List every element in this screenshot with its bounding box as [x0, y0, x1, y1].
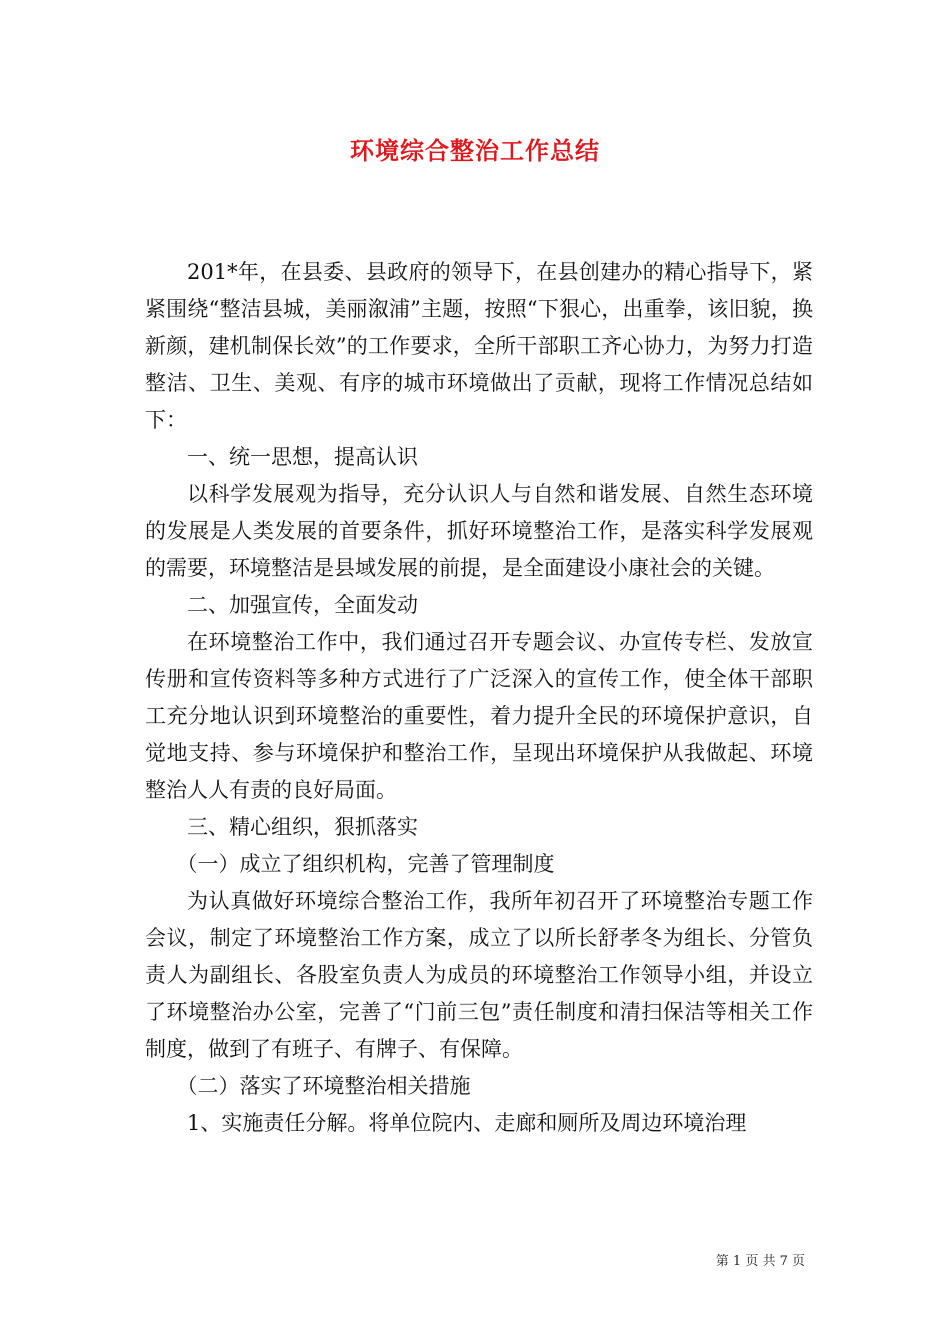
page-number-footer: 第 1 页 共 7 页 — [715, 1254, 805, 1269]
section-heading-3: 三、精心组织，狠抓落实 — [187, 815, 418, 839]
paragraph-section-1: 以科学发展观为指导，充分认识人与自然和谐发展、自然生态环境的发展是人类发展的首要条件，抓好环境整治工作，是落实科学发展观的需要，环境整洁是县域发展的前提，是全面建设小康社会的关键。 — [145, 482, 813, 580]
subsection-heading-2: （二）落实了环境整治相关措施 — [176, 1074, 471, 1098]
paragraph-section-2: 在环境整治工作中，我们通过召开专题会议、办宣传专栏、发放宣传册和宣传资料等多种方式进行了广泛深入的宣传工作，使全体干部职工充分地认识到环境整治的重要性，着力提升全民的环境保护意识，自觉地支持、参与环境保护和整治工作，呈现出环境保护从我做起、环境整治人人有责的良好局面。 — [145, 630, 813, 802]
paragraph-subsection-1: 为认真做好环境综合整治工作，我所年初召开了环境整治专题工作会议，制定了环境整治工作方案，成立了以所长舒孝冬为组长、分管负责人为副组长、各股室负责人为成员的环境整治工作领导小组，并设立了环境整治办公室，完善了“门前三包”责任制度和清扫保洁等相关工作制度，做到了有班子、有牌子、有保障。 — [145, 889, 813, 1061]
document-title: 环境综合整治工作总结 — [350, 136, 600, 165]
section-heading-1: 一、统一思想，提高认识 — [187, 445, 418, 469]
section-heading-2: 二、加强宣传，全面发动 — [187, 593, 418, 617]
document-body — [145, 254, 813, 1142]
paragraph-intro: 201*年，在县委、县政府的领导下，在县创建办的精心指导下，紧紧围绕“整洁县城，美丽溆浦”主题，按照“下狠心，出重拳，该旧貌，换新颜，建机制保长效”的工作要求，全所干部职工齐心协力，为努力打造整洁、卫生、美观、有序的城市环境做出了贡献，现将工作情况总结如下： — [145, 260, 813, 432]
paragraph-item-1: 1、实施责任分解。将单位院内、走廊和厕所及周边环境治理 — [187, 1111, 747, 1135]
subsection-heading-1: （一）成立了组织机构，完善了管理制度 — [176, 852, 555, 876]
